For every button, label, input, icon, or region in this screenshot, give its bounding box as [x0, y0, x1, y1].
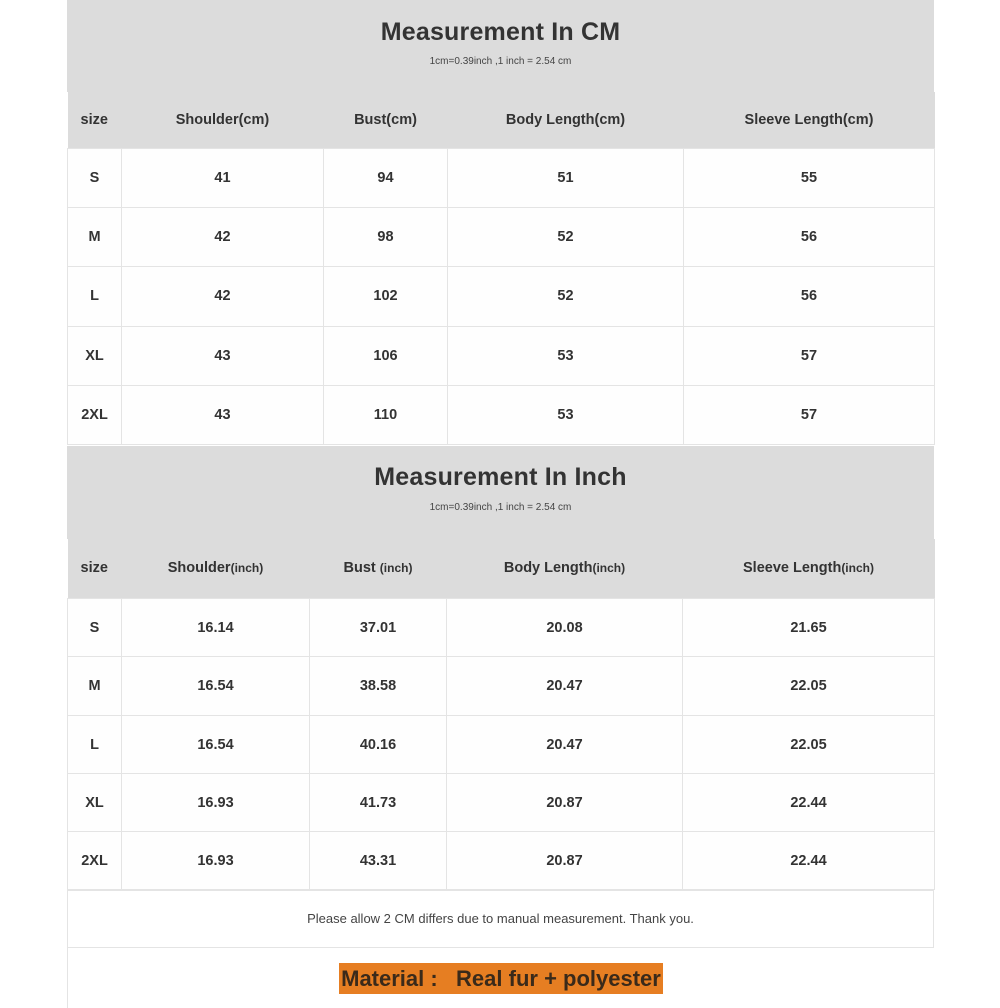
shoulder-cell: 16.14	[122, 599, 310, 657]
material-section	[67, 948, 934, 1008]
body-length-cell: 52	[448, 207, 684, 266]
cm-section-header	[67, 0, 934, 92]
cm-table	[67, 92, 935, 445]
table-row	[68, 774, 935, 832]
table-row	[68, 832, 935, 890]
inch-header-shoulder: Shoulder(inch)	[122, 539, 310, 599]
size-cell: 2XL	[68, 385, 122, 444]
inch-header-size: size	[68, 539, 122, 599]
size-cell: 2XL	[68, 832, 122, 890]
size-cell: XL	[68, 326, 122, 385]
shoulder-cell: 43	[122, 326, 324, 385]
measurement-note: Please allow 2 CM differs due to manual measurement. Thank you.	[67, 890, 934, 948]
shoulder-cell: 41	[122, 148, 324, 207]
shoulder-cell: 16.54	[122, 716, 310, 774]
body-length-cell: 20.47	[447, 716, 683, 774]
table-row	[68, 657, 935, 716]
bust-cell: 43.31	[310, 832, 447, 890]
bust-cell: 40.16	[310, 716, 447, 774]
table-row	[68, 326, 935, 385]
bust-cell: 37.01	[310, 599, 447, 657]
size-cell: M	[68, 657, 122, 716]
table-row	[68, 385, 935, 444]
table-row	[68, 207, 935, 266]
cm-header-row	[68, 92, 935, 148]
bust-cell: 38.58	[310, 657, 447, 716]
bust-cell: 94	[324, 148, 448, 207]
material-label: Material : Real fur + polyester	[339, 963, 663, 994]
sleeve-length-cell: 22.05	[683, 716, 935, 774]
sleeve-length-cell: 21.65	[683, 599, 935, 657]
sleeve-length-cell: 57	[684, 326, 935, 385]
shoulder-cell: 43	[122, 385, 324, 444]
inch-header-bust: Bust (inch)	[310, 539, 447, 599]
size-cell: L	[68, 716, 122, 774]
table-row	[68, 148, 935, 207]
table-row	[68, 266, 935, 326]
body-length-cell: 20.47	[447, 657, 683, 716]
table-row	[68, 716, 935, 774]
cm-title: Measurement In CM	[380, 18, 621, 46]
shoulder-cell: 42	[122, 266, 324, 326]
size-cell: S	[68, 599, 122, 657]
sleeve-length-cell: 56	[684, 266, 935, 326]
cm-header-size: size	[68, 92, 122, 148]
sleeve-length-cell: 22.05	[683, 657, 935, 716]
shoulder-cell: 16.93	[122, 832, 310, 890]
shoulder-cell: 42	[122, 207, 324, 266]
cm-header-sleeve-length: Sleeve Length(cm)	[684, 92, 935, 148]
shoulder-cell: 16.93	[122, 774, 310, 832]
body-length-cell: 51	[448, 148, 684, 207]
bust-cell: 110	[324, 385, 448, 444]
bust-cell: 106	[324, 326, 448, 385]
sleeve-length-cell: 22.44	[683, 832, 935, 890]
bust-cell: 102	[324, 266, 448, 326]
inch-header-row	[68, 539, 935, 599]
size-cell: S	[68, 148, 122, 207]
sleeve-length-cell: 56	[684, 207, 935, 266]
body-length-cell: 53	[448, 326, 684, 385]
table-row	[68, 599, 935, 657]
inch-title: Measurement In Inch	[374, 462, 627, 491]
size-chart	[67, 0, 934, 1008]
cm-header-bust: Bust(cm)	[324, 92, 448, 148]
body-length-cell: 20.08	[447, 599, 683, 657]
body-length-cell: 53	[448, 385, 684, 444]
inch-header-body-length: Body Length(inch)	[447, 539, 683, 599]
cm-header-body-length: Body Length(cm)	[448, 92, 684, 148]
inch-subtitle: 1cm=0.39inch ,1 inch = 2.54 cm	[429, 501, 572, 513]
sleeve-length-cell: 57	[684, 385, 935, 444]
body-length-cell: 20.87	[447, 832, 683, 890]
body-length-cell: 52	[448, 266, 684, 326]
cm-header-shoulder: Shoulder(cm)	[122, 92, 324, 148]
inch-table	[67, 539, 935, 891]
inch-section-header	[67, 446, 934, 539]
bust-cell: 41.73	[310, 774, 447, 832]
size-cell: XL	[68, 774, 122, 832]
sleeve-length-cell: 22.44	[683, 774, 935, 832]
size-cell: M	[68, 207, 122, 266]
shoulder-cell: 16.54	[122, 657, 310, 716]
sleeve-length-cell: 55	[684, 148, 935, 207]
inch-header-sleeve-length: Sleeve Length(inch)	[683, 539, 935, 599]
cm-subtitle: 1cm=0.39inch ,1 inch = 2.54 cm	[429, 56, 572, 67]
body-length-cell: 20.87	[447, 774, 683, 832]
size-cell: L	[68, 266, 122, 326]
bust-cell: 98	[324, 207, 448, 266]
